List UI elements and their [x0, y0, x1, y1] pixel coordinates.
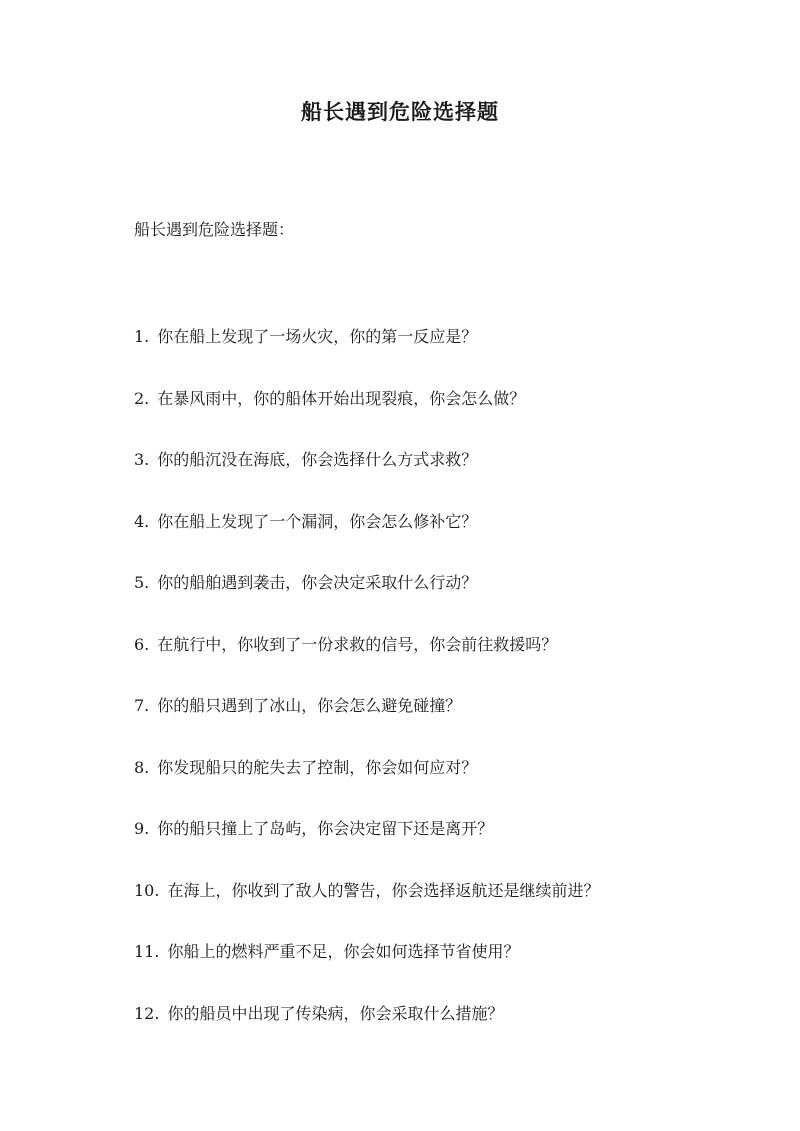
question-item [134, 511, 599, 573]
document-title: 船长遇到危险选择题 [301, 99, 499, 124]
question-item [134, 388, 599, 450]
question-text: 在海上，你收到了敌人的警告，你会选择返航还是继续前进？ [167, 880, 600, 900]
question-text: 你的船沉没在海底，你会选择什么方式求救？ [157, 450, 478, 469]
question-item [134, 326, 599, 388]
question-text: 你的船只遇到了冰山，你会怎么避免碰撞？ [157, 696, 462, 715]
question-number: 12. [134, 1003, 160, 1023]
question-item [134, 634, 599, 696]
question-list [134, 326, 599, 1064]
question-number: 6. [134, 634, 150, 654]
question-number: 10. [134, 880, 160, 900]
question-item [134, 757, 599, 819]
question-number: 9. [134, 819, 150, 838]
question-item [134, 941, 599, 1003]
question-number: 1. [134, 327, 150, 346]
question-text: 你的船只撞上了岛屿，你会决定留下还是离开？ [157, 819, 494, 838]
question-number: 2. [134, 388, 150, 408]
question-number: 8. [134, 757, 150, 777]
question-item [134, 818, 599, 880]
question-number: 11. [134, 942, 160, 961]
question-item [134, 1003, 599, 1065]
question-text: 在暴风雨中，你的船体开始出现裂痕，你会怎么做？ [157, 388, 526, 408]
question-text: 你船上的燃料严重不足，你会如何选择节省使用？ [167, 942, 520, 961]
question-item [134, 695, 599, 757]
question-item [134, 572, 599, 634]
question-number: 5. [134, 573, 150, 592]
question-text: 你在船上发现了一个漏洞，你会怎么修补它？ [157, 511, 478, 531]
question-number: 4. [134, 511, 150, 531]
question-text: 你的船员中出现了传染病，你会采取什么措施？ [167, 1003, 504, 1023]
question-number: 3. [134, 450, 150, 469]
question-text: 在航行中，你收到了一份求救的信号，你会前往救援吗？ [157, 634, 558, 654]
question-text: 你在船上发现了一场火灾，你的第一反应是？ [157, 327, 478, 346]
question-text: 你的船舶遇到袭击，你会决定采取什么行动？ [157, 573, 478, 592]
question-item [134, 449, 599, 511]
question-item [134, 880, 599, 942]
intro-text: 船长遇到危险选择题： [134, 220, 295, 239]
question-number: 7. [134, 696, 150, 715]
question-text: 你发现船只的舵失去了控制，你会如何应对？ [157, 757, 478, 777]
